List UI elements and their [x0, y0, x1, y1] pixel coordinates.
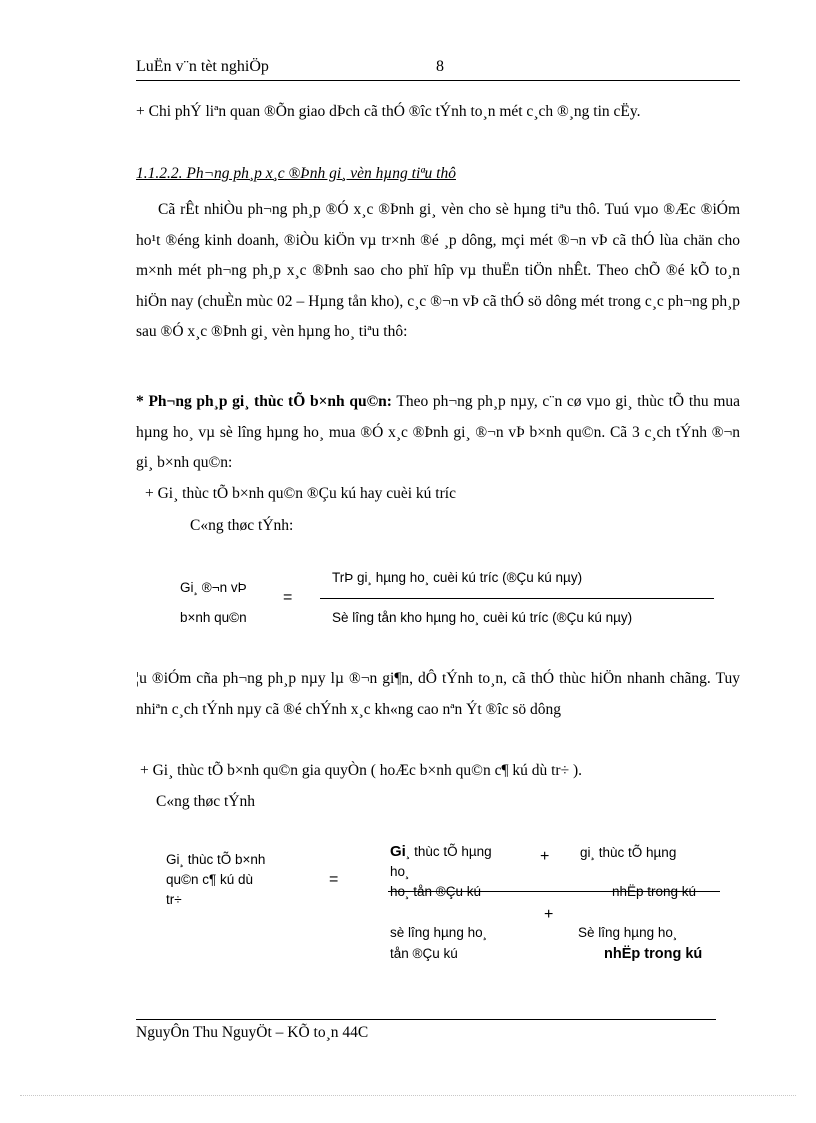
formula2-plus-top: +	[540, 848, 550, 865]
formula1-lhs-line1: Gi¸ ®¬n vÞ	[180, 580, 247, 595]
formula2-num-right-line2: nhËp trong kú	[612, 884, 697, 899]
formula2-lhs-line3: tr÷	[166, 892, 182, 907]
page-bottom-dotted-line	[20, 1095, 796, 1096]
method-title: Ph¬ng ph¸p gi¸ thùc tÕ b×nh qu©n:	[148, 393, 392, 410]
formula1-lhs-line2: b×nh qu©n	[180, 610, 247, 625]
formula2-num-right-line1: gi¸ thùc tÕ hµng	[580, 845, 677, 860]
formula2-plus-mid: +	[544, 906, 554, 923]
formula2-den-left-line1: sè lîng hµng ho¸	[390, 925, 488, 940]
paragraph-methods-intro: Cã rÊt nhiÒu ph¬ng ph¸p ®Ó x¸c ®Þnh gi¸ vèn cho sè hµng tiªu thô. Tuú vµo ®Æc ®iÓm ho¹t ®éng kinh doanh, ®iÒu kiÖn vµ tr×nh ®é ¸p dông, mçi mét ®¬n vÞ cã thÓ lùa chän cho m×nh mét ph¬ng ph¸p x¸c ®Þnh sao cho phï hîp vµ thuËn tiÖn nhÊt. Theo chÕ ®é kÕ to¸n hiÖn nay (chuÈn mùc 02 – Hµng tån kho), c¸c ®¬n vÞ cã thÓ sö dông mét trong c¸c ph¬ng ph¸p sau ®Ó x¸c ®Þnh gi¸ vèn hµng ho¸ tiªu thô:	[136, 201, 740, 340]
formula2-num-left-line1: Gi¸ thùc tÕ hµng	[390, 843, 492, 860]
page-number: 8	[436, 58, 444, 75]
header-rule	[136, 80, 740, 81]
formula2-den-right-line1: Sè lîng hµng ho¸	[578, 925, 678, 940]
formula-label-1: C«ng thøc tÝnh:	[190, 517, 294, 534]
method-bullet-icon: *	[136, 393, 144, 410]
formula2-den-right-line2: nhËp trong kú	[604, 946, 703, 962]
footer-author: NguyÔn Thu NguyÖt – KÕ to¸n 44C	[136, 1024, 369, 1041]
sub-method-weighted: + Gi¸ thùc tÕ b×nh qu©n gia quyÒn ( hoÆc b×nh qu©n c¶ kú dù tr÷ ).	[140, 762, 582, 779]
bullet-cost-reliable: + Chi phÝ liªn quan ®Õn giao dÞch cã thÓ ®îc tÝnh to¸n mét c¸ch ®¸ng tin cËy.	[136, 103, 641, 120]
formula1-denominator: Sè lîng tån kho hµng ho¸ cuèi kú tríc (®Çu kú nµy)	[332, 610, 633, 625]
method-text: Theo ph¬ng ph¸p nµy, c¨n cø vµo gi¸ thùc tÕ thu mua hµng ho¸ vµ sè lîng hµng ho¸ mua ®Ó x¸c ®Þnh gi¸ ®¬n vÞ b×nh qu©n. Cã 3 c¸ch tÝnh ®¬n gi¸ b×nh qu©n:	[136, 393, 741, 471]
paragraph-average-method	[136, 387, 740, 479]
footer-rule	[136, 1019, 716, 1020]
formula2-lhs-line1: Gi¸ thùc tÕ b×nh	[166, 852, 266, 867]
sub-method-start-period: + Gi¸ thùc tÕ b×nh qu©n ®Çu kú hay cuèi kú tríc	[145, 485, 456, 502]
formula2-num-left-line2: ho¸	[390, 864, 410, 879]
section-heading: 1.1.2.2. Ph¬ng ph¸p x¸c ®Þnh gi¸ vèn hµng tiªu thô	[136, 165, 456, 182]
paragraph-advantages: ¦u ®iÓm cña ph¬ng ph¸p nµy lµ ®¬n gi¶n, dÔ tÝnh to¸n, cã thÓ thùc hiÖn nhanh chãng. Tuy nhiªn c¸ch tÝnh nµy cã ®é chÝnh x¸c kh«ng cao nªn Ýt ®îc sö dông	[136, 670, 740, 718]
formula2-num-left-line3: ho¸ tån ®Çu kú	[390, 884, 481, 899]
formula2-fraction-bar	[388, 891, 720, 892]
formula1-equals: =	[283, 589, 293, 606]
formula-label-2: C«ng thøc tÝnh	[156, 793, 256, 810]
formula2-equals: =	[329, 871, 339, 888]
formula2-lhs-line2: qu©n c¶ kú dù	[166, 872, 253, 887]
header-title: LuËn v¨n tèt nghiÖp	[136, 58, 269, 75]
formula1-numerator: TrÞ gi¸ hµng ho¸ cuèi kú tríc (®Çu kú nµy)	[332, 570, 583, 585]
formula1-fraction-bar	[320, 598, 714, 599]
formula2-den-left-line2: tån ®Çu kú	[390, 946, 458, 961]
